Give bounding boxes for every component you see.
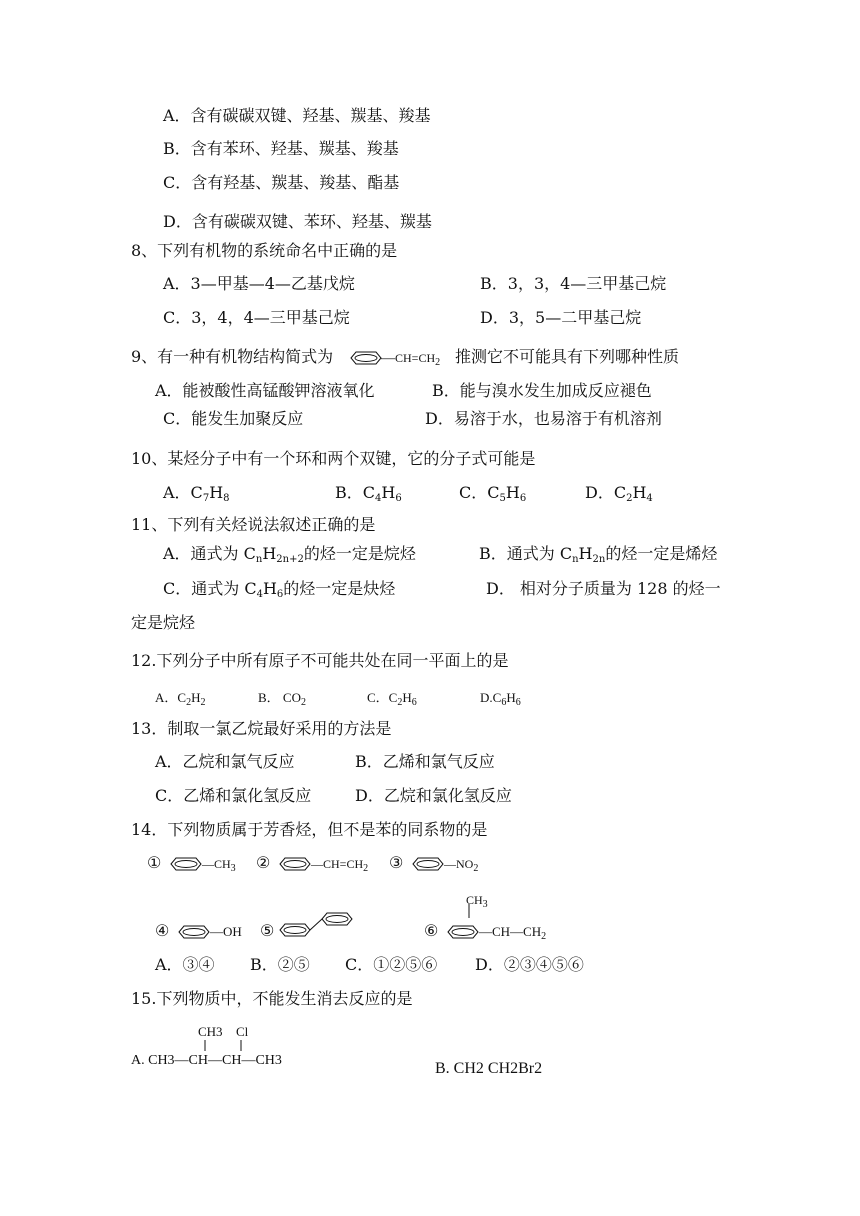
q15-a-methyl: CH3 — [198, 1024, 223, 1039]
q14-group-2: $—CH=CH_2$ — [311, 857, 369, 874]
q10-option-b: B．$C_4H_6$ — [335, 483, 402, 504]
q14-num-1: ① — [147, 853, 162, 872]
q12-option-d: $D.C_6H_6$ — [480, 690, 521, 708]
q14-stem: 14．下列物质属于芳香烃，但不是苯的同系物的是 — [131, 820, 488, 839]
q9-group: $—CH=CH_2$ — [381, 351, 441, 368]
q12-option-c: C．$C_2H_6$ — [367, 690, 417, 708]
benzene-ring-icon — [174, 925, 214, 939]
benzene-ring-icon — [443, 925, 483, 939]
q15-option-a: A. CH3—CH—CH—CH3 — [131, 1053, 282, 1068]
q15-stem: 15.下列物质中，不能发生消去反应的是 — [131, 989, 413, 1008]
q9-stem — [131, 347, 333, 367]
q13-option-a: A．乙烷和氯气反应 — [155, 752, 295, 771]
q14-option-b: B．②⑤ — [250, 955, 310, 974]
q8-option-a: A．3—甲基—4—乙基戊烷 — [163, 274, 355, 293]
q9-option-a: A．能被酸性高锰酸钾溶液氧化 — [155, 381, 375, 400]
q11-option-d: D． 相对分子质量为 128 的烃一 — [486, 579, 721, 598]
bond-line — [467, 904, 471, 922]
q7-option-b: B．含有苯环、羟基、羰基、羧基 — [163, 139, 399, 158]
q14-group-6: $—CH—CH_2$ — [479, 924, 547, 942]
q10-option-c: C．$C_5H_6$ — [459, 483, 527, 504]
q15-a-chlorine: Cl — [236, 1024, 249, 1039]
q14-group-1: $—CH_3$ — [202, 857, 236, 874]
q13-option-b: B．乙烯和氯气反应 — [355, 752, 495, 771]
q13-option-d: D．乙烷和氯化氢反应 — [355, 786, 512, 805]
q9-option-d: D．易溶于水，也易溶于有机溶剂 — [425, 409, 662, 428]
q10-stem: 10、某烃分子中有一个环和两个双键，它的分子式可能是 — [131, 449, 536, 468]
q14-num-4: ④ — [155, 921, 170, 940]
q13-stem: 13．制取一氯乙烷最好采用的方法是 — [131, 719, 392, 738]
q14-num-2: ② — [256, 853, 271, 872]
benzene-ring-icon — [346, 351, 386, 365]
q12-stem: 12.下列分子中所有原子不可能共处在同一平面上的是 — [131, 651, 509, 670]
q9-stem-before: 9、有一种有机物结构简式为 — [131, 347, 334, 366]
q14-num-6: ⑥ — [424, 921, 439, 940]
q8-stem: 8、下列有机物的系统命名中正确的是 — [131, 241, 398, 260]
q11-stem: 11、下列有关烃说法叙述正确的是 — [131, 515, 376, 534]
q7-option-c: C．含有羟基、羰基、羧基、酯基 — [163, 173, 400, 192]
q10-option-a: A．$C_7H_8$ — [163, 483, 230, 504]
q14-option-d: D．②③④⑤⑥ — [475, 955, 584, 974]
q10-option-d: D．$C_2H_4$ — [585, 483, 653, 504]
q8-option-c: C．3，4，4—三甲基己烷 — [163, 308, 350, 327]
q11-option-d-continued: 定是烷烃 — [131, 613, 196, 632]
benzene-ring-icon — [275, 857, 315, 871]
q7-option-d: D．含有碳碳双键、苯环、羟基、羰基 — [163, 212, 432, 231]
q14-group-3: $—NO_2$ — [444, 857, 479, 874]
q14-option-a: A．③④ — [155, 955, 215, 974]
biphenyl-icon — [276, 910, 362, 940]
benzene-ring-icon — [408, 857, 448, 871]
q8-option-d: D．3，5—二甲基己烷 — [480, 308, 642, 327]
q15-option-b: B. CH2 CH2Br2 — [435, 1060, 543, 1077]
q12-option-b: B． $CO_2$ — [258, 690, 306, 708]
q12-option-a: A．$C_2H_2$ — [155, 690, 206, 708]
q14-group-4: —OH — [210, 924, 242, 939]
q13-option-c: C．乙烯和氯化氢反应 — [155, 786, 312, 805]
benzene-ring-icon — [166, 857, 206, 871]
q11-option-c: C．通式为 $C_4H_6$的烃一定是炔烃 — [163, 579, 396, 600]
q9-option-b: B．能与溴水发生加成反应褪色 — [432, 381, 652, 400]
q14-option-c: C．①②⑤⑥ — [345, 955, 438, 974]
q9-stem-after: 推测它不可能具有下列哪种性质 — [455, 347, 680, 366]
q11-option-a: A．通式为 $C_nH_{2n+2}$的烃一定是烷烃 — [163, 544, 416, 565]
q14-num-5: ⑤ — [260, 921, 275, 940]
q14-group-6-methyl: $CH_3$ — [466, 893, 488, 910]
q11-option-b: B．通式为 $C_nH_{2n}$的烃一定是烯烃 — [479, 544, 718, 565]
q7-option-a: A．含有碳碳双键、羟基、羰基、羧基 — [163, 106, 431, 125]
q9-option-c: C．能发生加聚反应 — [163, 409, 304, 428]
q14-num-3: ③ — [389, 853, 404, 872]
q8-option-b: B．3，3，4—三甲基己烷 — [480, 274, 667, 293]
